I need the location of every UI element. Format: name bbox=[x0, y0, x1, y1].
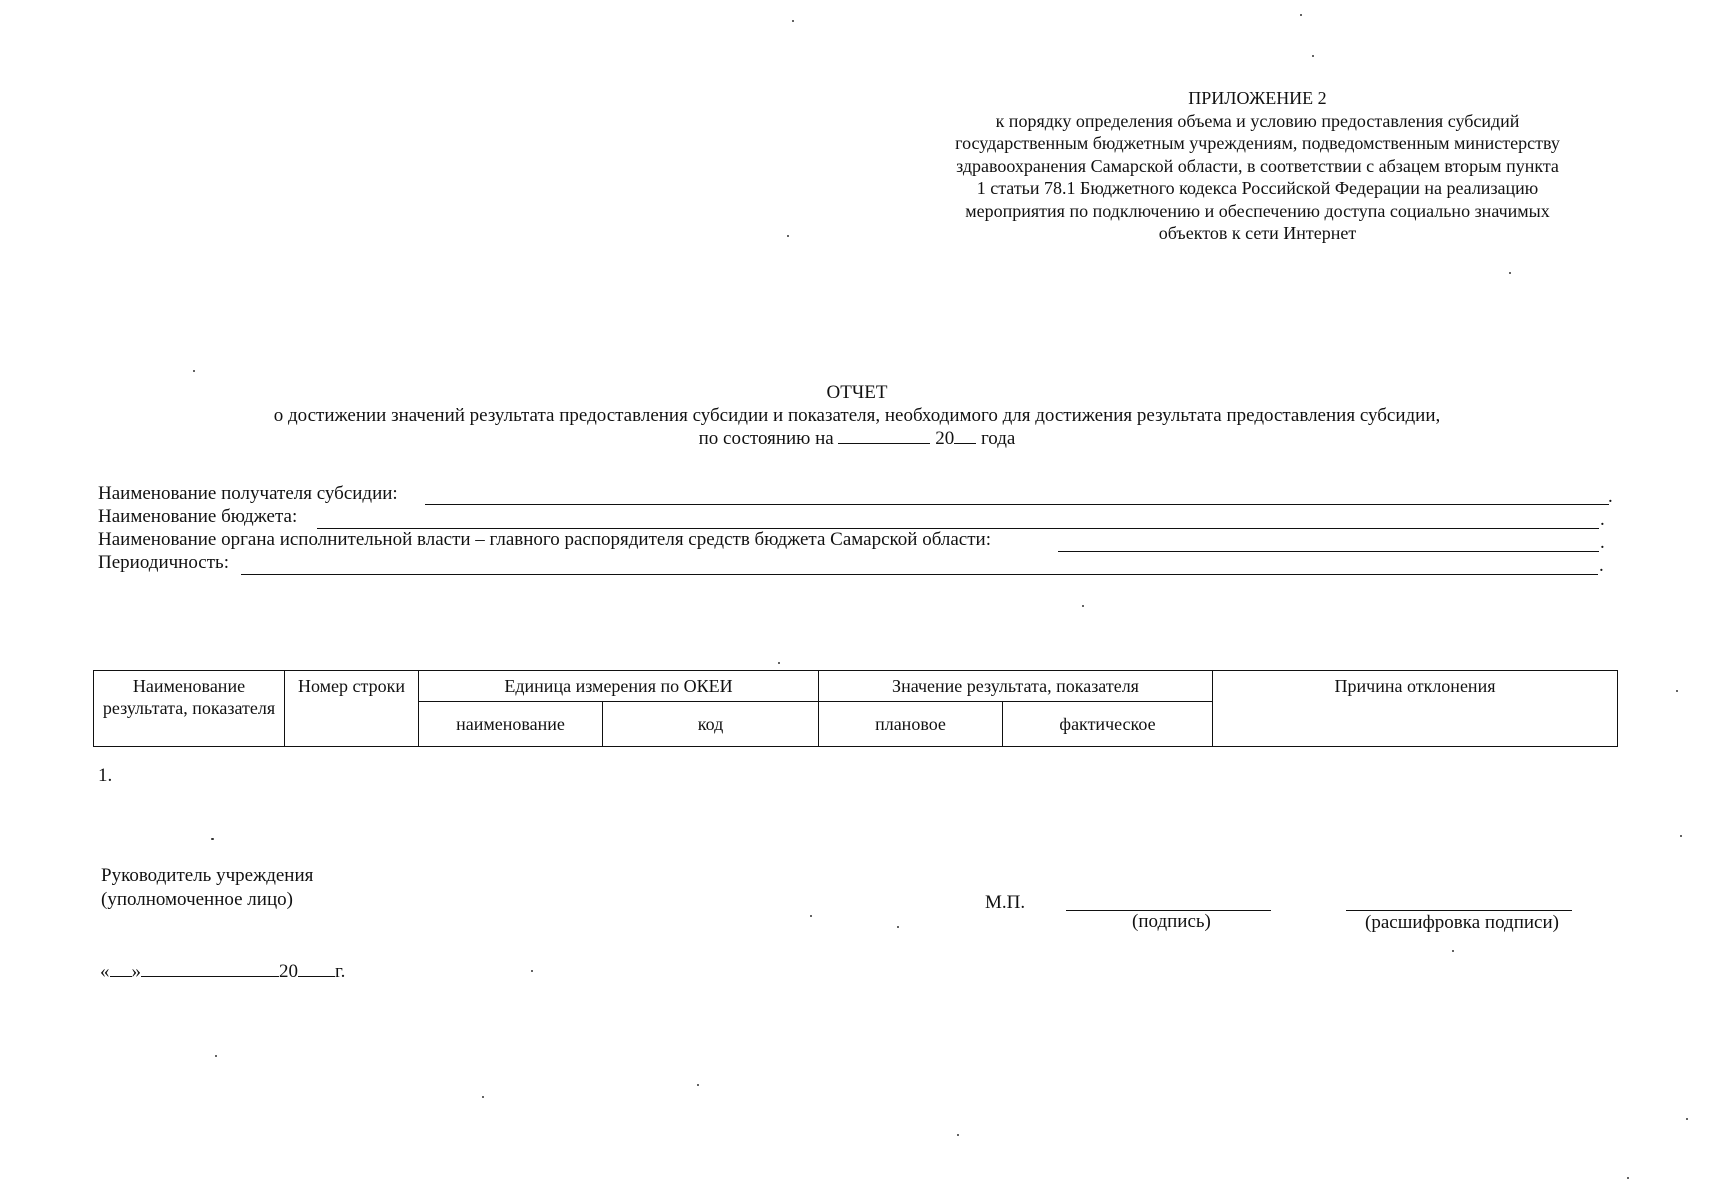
scan-speck bbox=[697, 1084, 699, 1086]
scan-speck bbox=[792, 20, 794, 22]
header-unit-code: код bbox=[603, 702, 819, 747]
scan-speck bbox=[482, 1096, 484, 1098]
report-heading bbox=[0, 381, 1714, 450]
scan-speck bbox=[1627, 1177, 1629, 1179]
scan-speck bbox=[957, 1134, 959, 1136]
report-date-suffix: года bbox=[980, 428, 1016, 449]
scan-speck bbox=[787, 235, 789, 237]
date-month-blank[interactable] bbox=[141, 959, 279, 977]
date-day-blank[interactable] bbox=[110, 959, 132, 977]
report-subtitle: о достижении значений результата предоставления субсидии и показателя, необходимого для достижения результата предоставления субсидии, bbox=[273, 405, 1441, 426]
scan-speck bbox=[215, 1055, 217, 1057]
header-name: Наименование результата, показателя bbox=[94, 671, 285, 747]
scan-speck bbox=[1680, 835, 1682, 837]
appendix-block bbox=[905, 87, 1610, 245]
signature-caption: (подпись) bbox=[1132, 911, 1211, 932]
report-title: ОТЧЕТ bbox=[826, 382, 888, 403]
head-title-line2: (уполномоченное лицо) bbox=[101, 889, 293, 910]
field-periodicity-input[interactable] bbox=[241, 574, 1598, 575]
field-budget-period: . bbox=[1600, 509, 1605, 530]
date-open-quote: « bbox=[100, 961, 110, 982]
results-table bbox=[93, 670, 1618, 747]
date-suffix: г. bbox=[335, 961, 346, 982]
field-recipient-label: Наименование получателя субсидии: bbox=[98, 483, 398, 504]
header-deviation-reason: Причина отклонения bbox=[1213, 671, 1618, 747]
field-authority-label: Наименование органа исполнительной власти – главного распорядителя средств бюджета Самарской области: bbox=[98, 529, 991, 550]
header-row-number: Номер строки bbox=[285, 671, 419, 747]
appendix-line: государственным бюджетным учреждениям, подведомственным министерству bbox=[955, 133, 1560, 153]
stamp-placeholder: М.П. bbox=[985, 892, 1026, 913]
report-date-prefix: по состоянию на bbox=[698, 428, 834, 449]
table-row-number: 1. bbox=[98, 765, 113, 786]
scan-speck bbox=[211, 838, 214, 840]
scan-speck bbox=[1082, 605, 1084, 607]
header-unit-okei: Единица измерения по ОКЕИ bbox=[419, 671, 819, 702]
header-value-fact: фактическое bbox=[1003, 702, 1213, 747]
report-year-blank[interactable] bbox=[954, 427, 976, 444]
signature-decoding-input[interactable] bbox=[1346, 910, 1572, 911]
scan-speck bbox=[778, 662, 780, 664]
appendix-line: мероприятия по подключению и обеспечению доступа социально значимых bbox=[965, 200, 1550, 221]
field-authority-period: . bbox=[1600, 532, 1605, 553]
field-authority-input[interactable] bbox=[1058, 551, 1599, 552]
table-header-row bbox=[94, 671, 1618, 702]
field-recipient-input[interactable] bbox=[425, 504, 1609, 505]
scan-speck bbox=[1312, 55, 1314, 57]
date-close-quote: » bbox=[131, 961, 141, 982]
report-date-year: 20 bbox=[935, 428, 955, 449]
header-unit-name: наименование bbox=[419, 702, 603, 747]
appendix-line: объектов к сети Интернет bbox=[1158, 223, 1357, 243]
decoding-caption: (расшифровка подписи) bbox=[1365, 912, 1559, 933]
scan-speck bbox=[1300, 14, 1302, 16]
scan-speck bbox=[1509, 272, 1511, 274]
head-title-line1: Руководитель учреждения bbox=[101, 865, 314, 886]
date-year-blank[interactable] bbox=[298, 959, 335, 977]
header-value: Значение результата, показателя bbox=[819, 671, 1213, 702]
scan-speck bbox=[1686, 1118, 1688, 1120]
scan-speck bbox=[810, 915, 812, 917]
header-value-plan: плановое bbox=[819, 702, 1003, 747]
report-date-line bbox=[0, 427, 1714, 450]
scan-speck bbox=[193, 370, 195, 372]
field-periodicity-label: Периодичность: bbox=[98, 552, 229, 573]
field-recipient-period: . bbox=[1608, 486, 1613, 507]
appendix-line: 1 статьи 78.1 Бюджетного кодекса Российской Федерации на реализацию bbox=[976, 178, 1539, 198]
scan-speck bbox=[897, 926, 899, 928]
field-periodicity-period: . bbox=[1599, 555, 1604, 576]
head-signature-block bbox=[101, 864, 313, 912]
appendix-line: здравоохранения Самарской области, в соответствии с абзацем вторым пункта bbox=[956, 155, 1559, 176]
signature-date-line bbox=[100, 959, 345, 983]
date-year-prefix: 20 bbox=[279, 961, 298, 982]
appendix-line: к порядку определения объема и условию предоставления субсидий bbox=[995, 110, 1520, 131]
report-date-blank[interactable] bbox=[838, 427, 930, 444]
appendix-title: ПРИЛОЖЕНИЕ 2 bbox=[1188, 88, 1327, 108]
field-budget-label: Наименование бюджета: bbox=[98, 506, 298, 527]
scan-speck bbox=[1452, 950, 1454, 952]
scan-speck bbox=[1676, 690, 1678, 692]
scan-speck bbox=[531, 970, 533, 972]
